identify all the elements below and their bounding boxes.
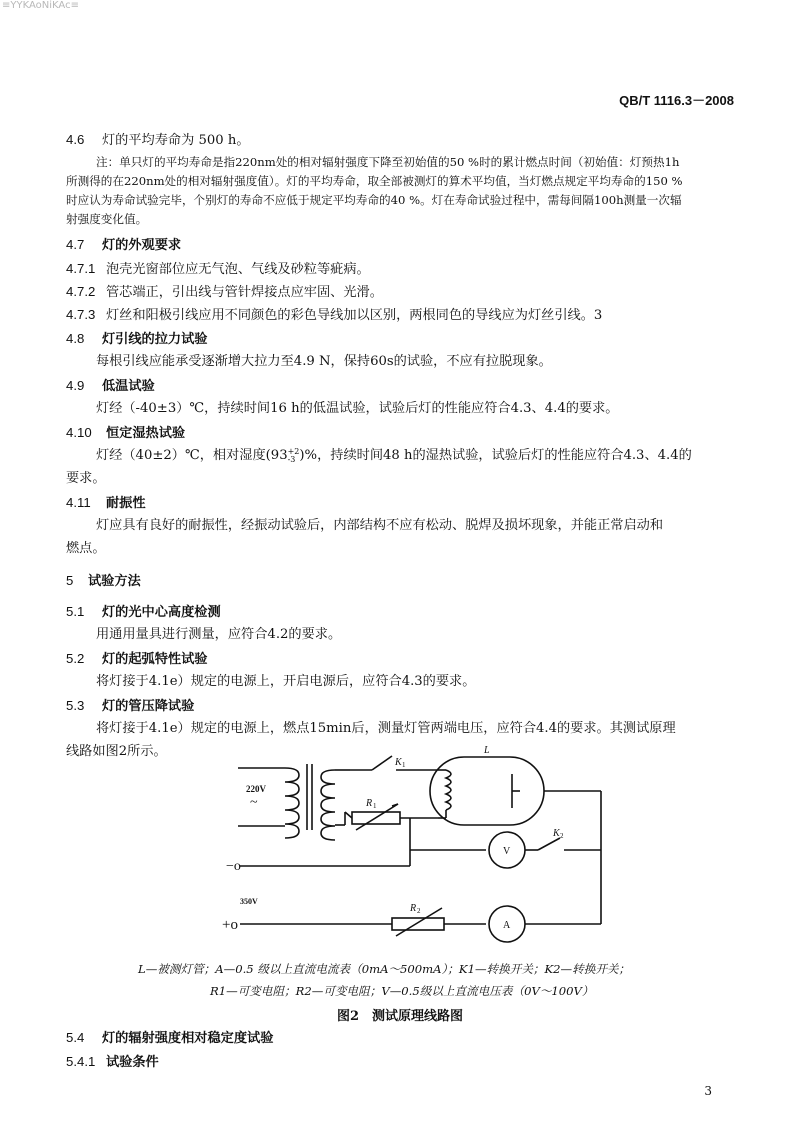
section-4-9: 4.9 低温试验 (66, 378, 155, 394)
section-4-11-body-2: 燃点。 (66, 541, 106, 556)
svg-text:+o: +o (222, 917, 238, 933)
svg-text:220V: 220V (246, 784, 266, 794)
watermark: ≡YYKAoNiKAc≡ (2, 0, 79, 11)
svg-text:~: ~ (250, 795, 258, 810)
svg-text:A: A (503, 920, 511, 931)
standard-header: QB/T 1116.3－2008 (619, 93, 734, 108)
section-4-10: 4.10 恒定湿热试验 (66, 425, 186, 441)
svg-text:2: 2 (560, 832, 564, 840)
section-5-3-body-2: 线路如图2所示。 (66, 744, 167, 759)
section-5-4-1: 5.4.1 试验条件 (66, 1054, 159, 1070)
svg-text:R: R (366, 798, 373, 809)
section-4-7: 4.7 灯的外观要求 (66, 237, 182, 253)
svg-text:R: R (410, 903, 417, 914)
section-4-10-body-2: 要求。 (66, 471, 106, 486)
figure-caption-line-1: L—被测灯管；A—0.5 级以上直流电流表（0mA～500mA）；K1—转换开关；K2—转换开关； (138, 962, 631, 976)
section-5-1-body: 用通用量具进行测量，应符合4.2的要求。 (96, 627, 342, 642)
svg-text:1: 1 (373, 802, 377, 810)
svg-text:2: 2 (417, 907, 421, 915)
section-5-4: 5.4 灯的辐射强度相对稳定度试验 (66, 1030, 274, 1046)
section-5-2-body: 将灯接于4.1e）规定的电源上，开启电源后，应符合4.3的要求。 (96, 674, 476, 689)
section-5-1: 5.1 灯的光中心高度检测 (66, 604, 221, 620)
section-4-10-body-1: 灯经（40±2）℃，相对湿度(93 +2 -3 )%，持续时间48 h的湿热试验，试验后灯的性能应符合4.3、4.4的 (96, 446, 692, 464)
svg-text:L: L (484, 745, 490, 756)
section-4-11-body-1: 灯应具有良好的耐振性，经振动试验后，内部结构不应有松动、脱焊及损坏现象，并能正常启动和 (96, 518, 664, 533)
section-4-7-1: 4.7.1 泡壳光窗部位应无气泡、气线及砂粒等疵病。 (66, 261, 370, 277)
svg-text:−o: −o (226, 859, 241, 874)
note-line-2: 所测得的在220nm处的相对辐射强度值）。灯的平均寿命，取全部被测灯的算术平均值，当灯燃点规定平均寿命的150 % (66, 174, 683, 188)
note-line-1: 注：单只灯的平均寿命是指220nm处的相对辐射强度下降至初始值的50 %时的累计燃点时间（初始值：灯预热1h (96, 155, 680, 169)
svg-text:1: 1 (402, 761, 406, 769)
section-4-7-2: 4.7.2 管芯端正，引出线与管针焊接点应牢固、光滑。 (66, 284, 383, 300)
section-4-7-3: 4.7.3 灯丝和阳极引线应用不同颜色的彩色导线加以区别，两根同色的导线应为灯丝引线。3 (66, 307, 603, 323)
page-number: 3 (704, 1084, 712, 1098)
section-4-8: 4.8 灯引线的拉力试验 (66, 331, 208, 347)
svg-text:350V: 350V (240, 897, 258, 906)
section-5-3-body-1: 将灯接于4.1e）规定的电源上，燃点15min后，测量灯管两端电压，应符合4.4的要求。其测试原理 (96, 721, 676, 736)
svg-text:K: K (395, 757, 402, 768)
svg-text:V: V (503, 846, 511, 857)
svg-text:K: K (553, 828, 560, 839)
section-4-6: 4.6 灯的平均寿命为 500 h。 (66, 132, 250, 148)
section-5-3: 5.3 灯的管压降试验 (66, 698, 195, 714)
note-line-4: 射强度变化值。 (66, 212, 148, 226)
section-4-8-body: 每根引线应能承受逐渐增大拉力至4.9 N，保持60s的试验，不应有拉脱现象。 (96, 354, 552, 369)
figure-caption-line-2: R1—可变电阻；R2—可变电阻；V—0.5级以上直流电压表（0V～100V） (210, 984, 594, 998)
figure-title: 图2 测试原理线路图 (336, 1009, 464, 1024)
section-5-2: 5.2 灯的起弧特性试验 (66, 651, 208, 667)
note-line-3: 时应认为寿命试验完毕，个别灯的寿命不应低于规定平均寿命的40 %。灯在寿命试验过程中，需每间隔100h测量一次辐 (66, 193, 682, 207)
section-5: 5 试验方法 (66, 573, 141, 589)
section-4-11: 4.11 耐振性 (66, 495, 146, 511)
section-4-9-body: 灯经（-40±3）℃，持续时间16 h的低温试验，试验后灯的性能应符合4.3、4.4的要求。 (96, 401, 619, 416)
